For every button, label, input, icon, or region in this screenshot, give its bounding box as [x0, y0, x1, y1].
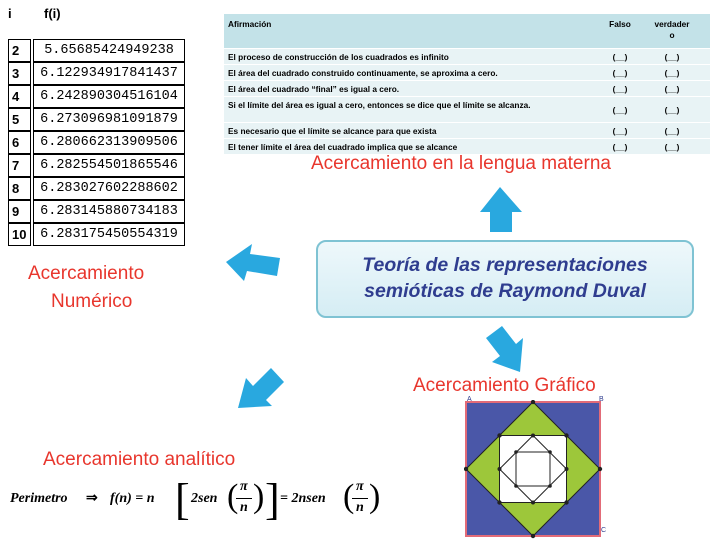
center-line-2: semióticas de Raymond Duval: [364, 280, 646, 302]
statement-text: El área del cuadrado “final” es igual a cero.: [228, 84, 400, 94]
arrow-up: [480, 187, 522, 232]
arrow-down-right: [486, 326, 523, 372]
frac-bar-2: [352, 498, 368, 499]
bracket-left: [: [175, 475, 190, 524]
corner-b: B: [599, 396, 604, 403]
formula-equals: = 2nsen: [280, 491, 326, 506]
row-index: 6: [8, 131, 31, 154]
nested-squares-figure: [464, 400, 607, 540]
row-index: 9: [8, 200, 31, 223]
row-index: 5: [8, 108, 31, 131]
col-f-header: f(i): [44, 6, 61, 21]
frac-bar-1: [236, 498, 252, 499]
row-value: 6.283175450554319: [33, 223, 185, 246]
statement-text: Si el límite del área es igual a cero, entonces se dice que el límite se alcanza.: [228, 100, 531, 110]
falso-checkbox[interactable]: (__): [612, 84, 628, 94]
header-falso: Falso: [609, 19, 631, 29]
corner-a: A: [467, 396, 472, 403]
row-value: 6.280662313909506: [33, 131, 185, 154]
falso-checkbox[interactable]: (__): [612, 52, 628, 62]
corner-c: C: [601, 527, 607, 534]
implies-symbol: ⇒: [86, 491, 98, 506]
statement-text: El área del cuadrado construido continuamente, se aproxima a cero.: [228, 68, 498, 78]
row-index: 8: [8, 177, 31, 200]
col-i-header: i: [8, 6, 12, 21]
center-line-1: Teoría de las representaciones: [362, 254, 648, 276]
row-value: 6.122934917841437: [33, 62, 185, 85]
row-index: 4: [8, 85, 31, 108]
row-index: 2: [8, 39, 31, 62]
label-lengua-materna: Acercamiento en la lengua materna: [311, 153, 611, 174]
label-numerico-1: Acercamiento: [28, 263, 145, 284]
frac-pi-1: π: [240, 479, 248, 494]
white-square: [500, 436, 567, 503]
statement-text: El tener límite el área del cuadrado implica que se alcance: [228, 142, 458, 152]
paren-right-1: ): [253, 478, 265, 515]
paren-right-2: ): [369, 478, 381, 515]
formula-f: f(n) = n: [110, 491, 155, 506]
verdadero-checkbox[interactable]: (__): [664, 126, 680, 136]
label-analitico: Acercamiento analítico: [43, 449, 236, 470]
row-index: 3: [8, 62, 31, 85]
formula-2sen: 2sen: [191, 491, 218, 506]
verdadero-checkbox[interactable]: (__): [664, 52, 680, 62]
frac-n-1: n: [240, 500, 248, 515]
row-value: 6.283145880734183: [33, 200, 185, 223]
row-index: 10: [8, 223, 31, 246]
paren-left-1: (: [227, 478, 239, 515]
row-value: 6.283027602288602: [33, 177, 185, 200]
row-value: 6.242890304516104: [33, 85, 185, 108]
frac-pi-2: π: [356, 479, 364, 494]
header-afirmacion: Afirmación: [228, 19, 272, 29]
row-index: 7: [8, 154, 31, 177]
falso-checkbox[interactable]: (__): [612, 126, 628, 136]
falso-checkbox[interactable]: (__): [612, 68, 628, 78]
falso-checkbox[interactable]: (__): [612, 105, 628, 115]
header-verdadero: verdader o: [654, 19, 690, 40]
bracket-right: ]: [265, 475, 280, 524]
statement-text: El proceso de construcción de los cuadrados es infinito: [228, 52, 449, 62]
arrow-down-left: [238, 368, 284, 408]
falso-checkbox[interactable]: (__): [612, 142, 628, 152]
statement-text: Es necesario que el límite se alcance para que exista: [228, 126, 437, 136]
verdadero-checkbox[interactable]: (__): [664, 105, 680, 115]
paren-left-2: (: [343, 478, 355, 515]
arrow-left: [226, 244, 280, 281]
verdadero-checkbox[interactable]: (__): [664, 68, 680, 78]
row-value: 5.65685424949238: [33, 39, 185, 62]
label-grafico: Acercamiento Gráfico: [413, 375, 596, 396]
label-numerico-2: Numérico: [51, 291, 133, 312]
verdadero-checkbox[interactable]: (__): [664, 142, 680, 152]
row-value: 6.282554501865546: [33, 154, 185, 177]
formula-perimetro: Perimetro: [10, 491, 68, 506]
row-value: 6.273096981091879: [33, 108, 185, 131]
verdadero-checkbox[interactable]: (__): [664, 84, 680, 94]
frac-n-2: n: [356, 500, 364, 515]
